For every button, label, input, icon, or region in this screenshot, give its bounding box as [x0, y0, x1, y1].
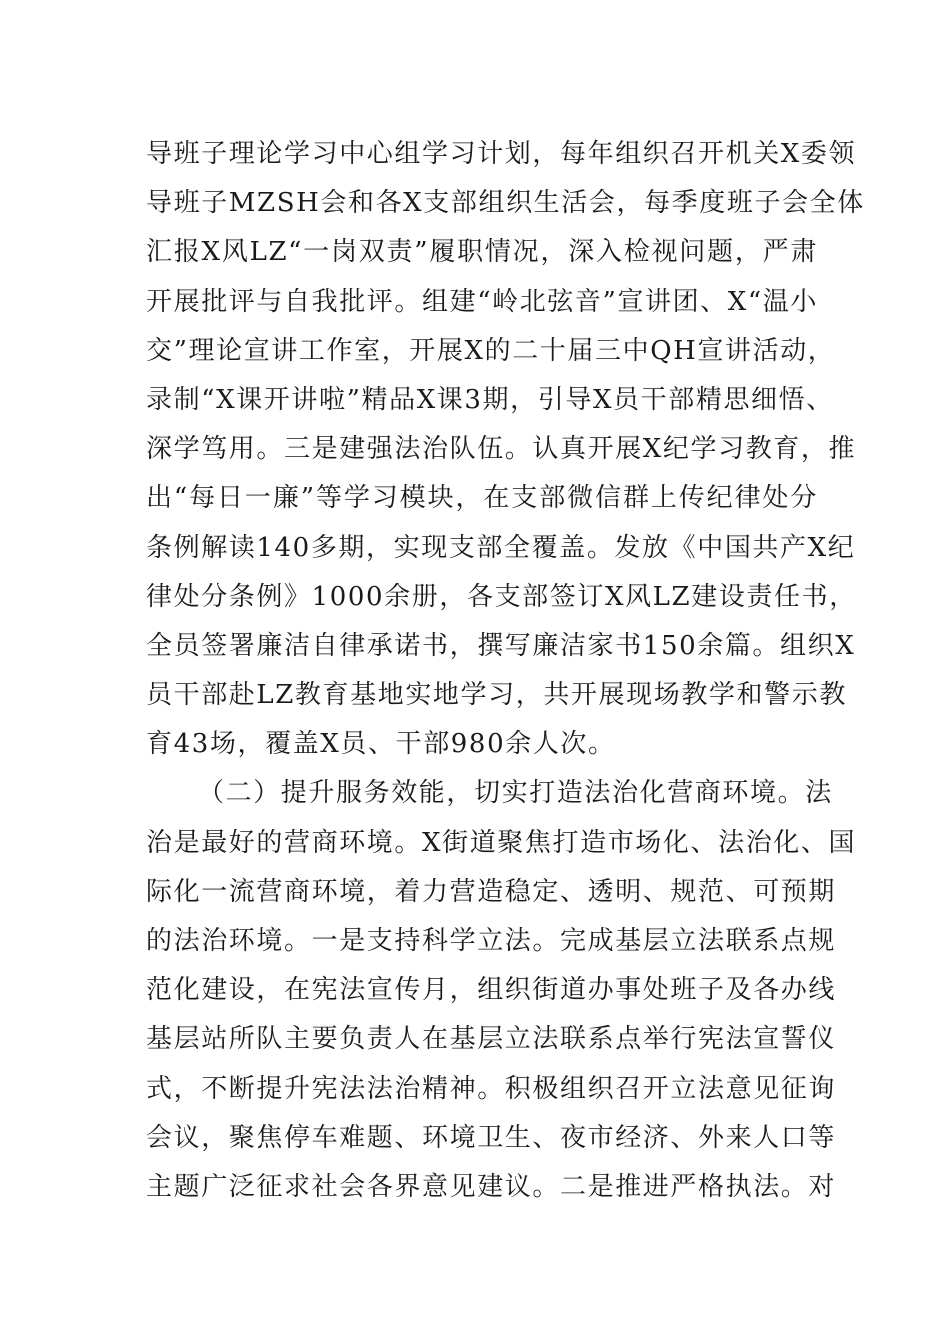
text-line: 的法治环境。一是支持科学立法。完成基层立法联系点规 — [146, 926, 837, 956]
body-text — [146, 130, 865, 1212]
text-line: 律处分条例》1000余册，各支部签订X风LZ建设责任书， — [146, 581, 857, 612]
text-line: 全员签署廉洁自律承诺书，撰写廉洁家书150余篇。组织X — [146, 630, 856, 661]
text-line: 汇报X风LZ“一岗双责”履职情况，深入检视问题，严肃 — [146, 237, 818, 268]
text-line: 员干部赴LZ教育基地实地学习，共开展现场教学和警示教 — [146, 680, 847, 711]
text-line: 主题广泛征求社会各界意见建议。二是推进严格执法。对 — [146, 1171, 837, 1202]
text-line: 导班子MZSH会和各X支部组织生活会，每季度班子会全体 — [146, 188, 865, 219]
text-line: 治是最好的营商环境。X街道聚焦打造市场化、法治化、国 — [146, 827, 857, 858]
section-heading-line: （二）提升服务效能，切实打造法治化营商环境。法 — [198, 778, 833, 809]
text-line: 深学笃用。三是建强法治队伍。认真开展X纪学习教育，推 — [146, 434, 857, 465]
text-line: 会议，聚焦停车难题、环境卫生、夜市经济、外来人口等 — [146, 1122, 837, 1153]
text-line: 范化建设，在宪法宣传月，组织街道办事处班子及各办线 — [146, 975, 837, 1006]
text-line: 出“每日一廉”等学习模块，在支部微信群上传纪律处分 — [146, 483, 818, 514]
text-line: 交”理论宣讲工作室，开展X的二十届三中QH宣讲活动， — [146, 335, 836, 366]
paragraph-end-line: 育43场，覆盖X员、干部980余人次。 — [146, 729, 616, 760]
text-line: 际化一流营商环境，着力营造稳定、透明、规范、可预期 — [146, 876, 837, 907]
text-line: 导班子理论学习中心组学习计划，每年组织召开机关X委领 — [146, 139, 857, 169]
text-line: 条例解读140多期，实现支部全覆盖。发放《中国共产X纪 — [146, 532, 856, 563]
text-line: 开展批评与自我批评。组建“岭北弦音”宣讲团、X“温小 — [146, 286, 818, 317]
text-line: 录制“X课开讲啦”精品X课3期，引导X员干部精思细悟、 — [146, 384, 834, 415]
text-line: 式，不断提升宪法法治精神。积极组织召开立法意见征询 — [146, 1073, 837, 1104]
text-line: 基层站所队主要负责人在基层立法联系点举行宪法宣誓仪 — [146, 1024, 837, 1055]
